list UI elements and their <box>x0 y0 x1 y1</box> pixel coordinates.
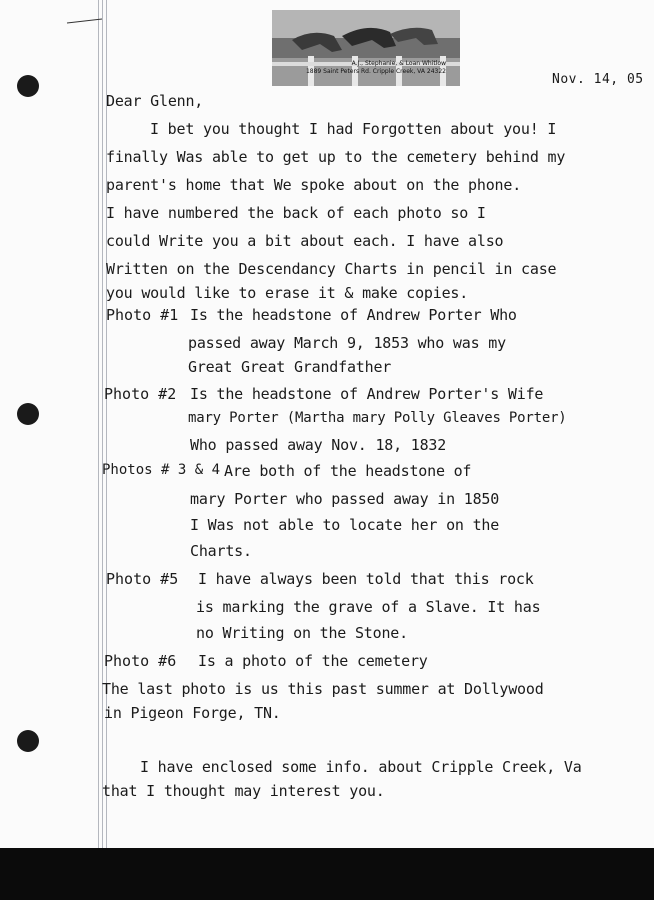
photo-note-line: Who passed away Nov. 18, 1832 <box>190 436 447 454</box>
photo-note-line: is marking the grave of a Slave. It has <box>196 598 541 616</box>
photo-note-line: no Writing on the Stone. <box>196 624 408 642</box>
photo-label: Photos # 3 & 4 <box>102 462 221 478</box>
pen-mark <box>66 18 104 24</box>
photo-note-line: Is the headstone of Andrew Porter's Wife <box>190 385 544 403</box>
photo-label: Photo #2 <box>104 385 177 403</box>
photo-note-line: Are both of the headstone of <box>224 462 472 480</box>
binder-hole <box>17 730 39 752</box>
binder-hole <box>17 75 39 97</box>
photo-note-line: Is the headstone of Andrew Porter Who <box>190 306 517 324</box>
photo-label: Photo #5 <box>106 570 179 588</box>
body-line: I have enclosed some info. about Cripple Creek, Va <box>140 758 582 776</box>
letter-date: Nov. 14, 05 <box>552 72 644 87</box>
letterhead-names: A.J., Stephanie, & Loan Whitlow <box>351 60 446 67</box>
photo-label: Photo #6 <box>104 652 177 670</box>
margin-rule <box>102 0 103 848</box>
body-line: I bet you thought I had Forgotten about you! I <box>150 120 557 138</box>
binder-hole <box>17 403 39 425</box>
letterhead-stamp <box>272 10 460 86</box>
photo-note-line: I have always been told that this rock <box>198 570 534 588</box>
photo-note-line: mary Porter (Martha mary Polly Gleaves Porter) <box>188 410 567 426</box>
body-line: The last photo is us this past summer at Dollywood <box>102 680 544 698</box>
body-line: in Pigeon Forge, TN. <box>104 704 281 722</box>
photo-note-line: mary Porter who passed away in 1850 <box>190 490 500 508</box>
body-line: Written on the Descendancy Charts in pencil in case <box>106 260 557 278</box>
photo-note-line: Great Great Grandfather <box>188 358 392 376</box>
body-line: that I thought may interest you. <box>102 782 385 800</box>
body-line: I have numbered the back of each photo so I <box>106 204 486 222</box>
letterhead-address: 1889 Saint Peters Rd. Cripple Creek, VA 24322 <box>305 68 446 75</box>
scanner-background <box>0 848 654 900</box>
body-line: finally Was able to get up to the cemetery behind my <box>106 148 566 166</box>
photo-label: Photo #1 <box>106 306 179 324</box>
photo-note-line: I Was not able to locate her on the <box>190 516 500 534</box>
photo-note-line: passed away March 9, 1853 who was my <box>188 334 506 352</box>
margin-rule <box>98 0 99 848</box>
body-line: parent's home that We spoke about on the phone. <box>106 176 522 194</box>
body-line: could Write you a bit about each. I have also <box>106 232 504 250</box>
body-line: you would like to erase it & make copies. <box>106 284 469 302</box>
photo-note-line: Charts. <box>190 542 252 560</box>
photo-note-line: Is a photo of the cemetery <box>198 652 428 670</box>
greeting: Dear Glenn, <box>106 92 204 110</box>
